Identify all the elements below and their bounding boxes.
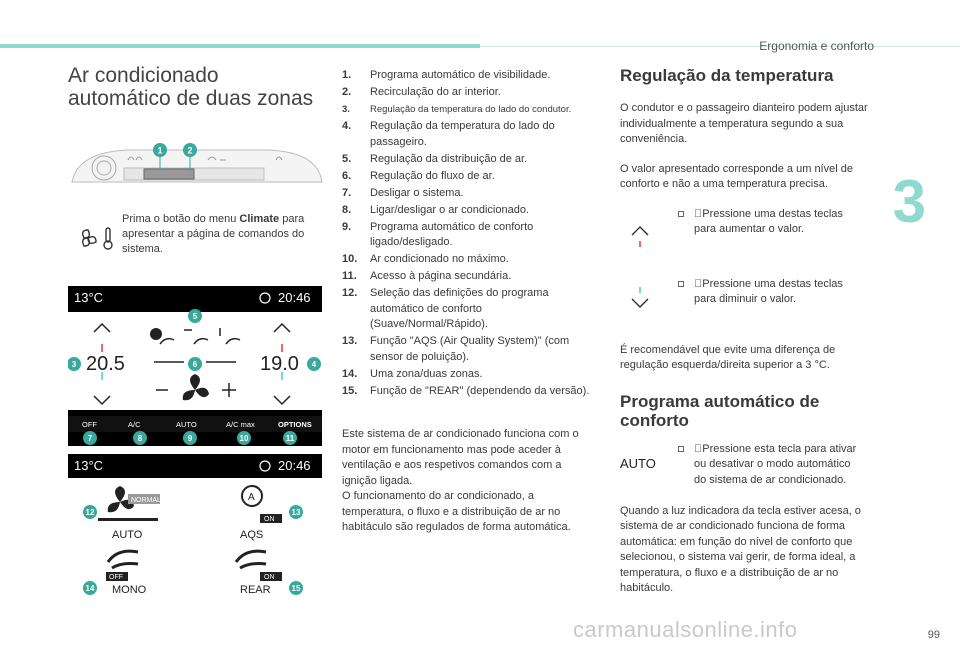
legend-item: 13. Função "AQS (Air Quality System)" (com sensor de poluição). (342, 335, 570, 363)
svg-text:4: 4 (311, 360, 317, 369)
svg-text:13°C: 13°C (74, 458, 104, 473)
legend-item: 3. Regulação da temperatura do lado do condutor. (342, 104, 572, 115)
watermark: carmanualsonline.info (573, 617, 798, 642)
section-title: Ergonomia e conforto (759, 39, 874, 53)
svg-text:15: 15 (291, 584, 301, 593)
svg-text:14: 14 (85, 584, 95, 593)
legend-list (342, 68, 598, 399)
svg-text:7: 7 (87, 434, 93, 443)
svg-text:10: 10 (239, 434, 249, 443)
normal-badge: NORMAL (131, 497, 161, 504)
header-accent-bar (0, 44, 480, 48)
mono-off-badge: OFF (109, 574, 123, 581)
right-temp-value: 19.0 (260, 353, 299, 375)
auto-comfort-heading: Programa automático de conforto (620, 391, 820, 430)
auto-label: AUTO (112, 529, 143, 541)
legend-item: 14. Uma zona/duas zonas. (342, 367, 483, 380)
decrease-instruction: Pressione uma destas teclas para diminuir o valor. (620, 277, 870, 337)
aqs-on-badge: ON (264, 516, 275, 523)
clock: 20:46 (278, 290, 311, 305)
off-button: OFF (82, 420, 97, 429)
legend-item: 5. Regulação da distribuição de ar. (342, 152, 528, 165)
legend-item: 4. Regulação da temperatura do lado do passageiro. (342, 120, 555, 148)
right-column: Regulação da temperatura O condutor e o passageiro dianteiro podem ajustar individualmente a temperatura segundo a sua conveniência. O valor apresentado corresponde a um nível de conforto e não a uma temperatura precisa. Pressione uma destas teclas para aumentar o valor. Pressione uma destas teclas para diminuir o valor. É recomendável que evite uma diferença de regulação esquerda/direita superior a 3 °C. Programa automático de conforto AUTO Pressione esta tecla para ativar ou desativar o modo automático do sistema de ar condicionado. Quando a luz indicadora da tecla estiver acesa, o sistema de ar condicionado funciona de forma automática: em função do nível de conforto que selecionou, o sistema vai gerir, de forma ideal, a temperatura, o fluxo e a distribuição de ar no habitáculo. (620, 66, 870, 597)
chapter-number: 3 (892, 168, 926, 235)
header-rule (480, 46, 960, 47)
svg-text:13: 13 (291, 508, 301, 517)
svg-text:9: 9 (187, 434, 193, 443)
page-number: 99 (927, 629, 940, 641)
outside-temp: 13°C (74, 290, 104, 305)
svg-text:3: 3 (71, 360, 77, 369)
climate-menu-icon (78, 226, 118, 250)
legend-item: 7. Desligar o sistema. (342, 186, 464, 199)
temp-down-icon (620, 283, 670, 323)
temperature-heading: Regulação da temperatura (620, 66, 834, 85)
svg-text:1: 1 (157, 145, 163, 156)
auto-button: AUTO (176, 420, 197, 429)
legend-item: 12. Seleção das definições do programa automático de conforto (Suave/Normal/Rápido). (342, 287, 549, 330)
legend-item: 6. Regulação do fluxo de ar. (342, 169, 495, 182)
rear-on-badge: ON (264, 574, 275, 581)
svg-text:5: 5 (192, 312, 198, 321)
temp-up-icon (620, 213, 670, 253)
svg-text:6: 6 (192, 360, 198, 369)
ac-button: A/C (128, 420, 141, 429)
legend-item: 15. Função de "REAR" (dependendo da versão). (342, 384, 590, 397)
svg-text:12: 12 (85, 508, 95, 517)
system-description: Este sistema de ar condicionado funciona com o motor em funcionamento mas pode aceder à ventilação e aos respetivos comandos com a ignição ligada. O funcionamento do ar condicionado, a temperatura, o fluxo e a distribuição de ar no habitáculo são regulados de forma automática. (342, 428, 579, 533)
svg-text:2: 2 (187, 145, 193, 156)
page-title: Ar condicionado automático de duas zonas (68, 64, 314, 110)
left-temp-value: 20.5 (86, 353, 125, 375)
auto-instruction: AUTO Pressione esta tecla para ativar ou desativar o modo automático do sistema de ar condicionado. (620, 442, 857, 486)
rear-label: REAR (240, 584, 271, 596)
dashboard-illustration (68, 138, 324, 194)
increase-instruction: Pressione uma destas teclas para aumentar o valor. (620, 207, 870, 267)
options-button: OPTIONS (278, 420, 312, 429)
svg-text:8: 8 (137, 434, 143, 443)
middle-column (342, 68, 598, 536)
legend-item: 1. Programa automático de visibilidade. (342, 69, 551, 81)
legend-item: 2. Recirculação do ar interior. (342, 86, 501, 98)
svg-text:A: A (248, 492, 255, 503)
auto-key: AUTO (620, 455, 656, 471)
climate-screen-secondary (68, 454, 322, 606)
svg-text:11: 11 (285, 434, 295, 443)
aqs-label: AQS (240, 529, 264, 541)
legend-item: 11. Acesso à página secundária. (342, 270, 512, 282)
mono-label: MONO (112, 584, 147, 596)
legend-item: 9. Programa automático de conforto ligado/desligado. (342, 220, 534, 248)
svg-text:20:46: 20:46 (278, 458, 311, 473)
legend-item: 8. Ligar/desligar o ar condicionado. (342, 203, 529, 216)
ac-max-button: A/C max (226, 420, 255, 429)
climate-screen-main (68, 286, 322, 446)
legend-item: 10. Ar condicionado no máximo. (342, 253, 509, 265)
left-column (68, 64, 328, 110)
